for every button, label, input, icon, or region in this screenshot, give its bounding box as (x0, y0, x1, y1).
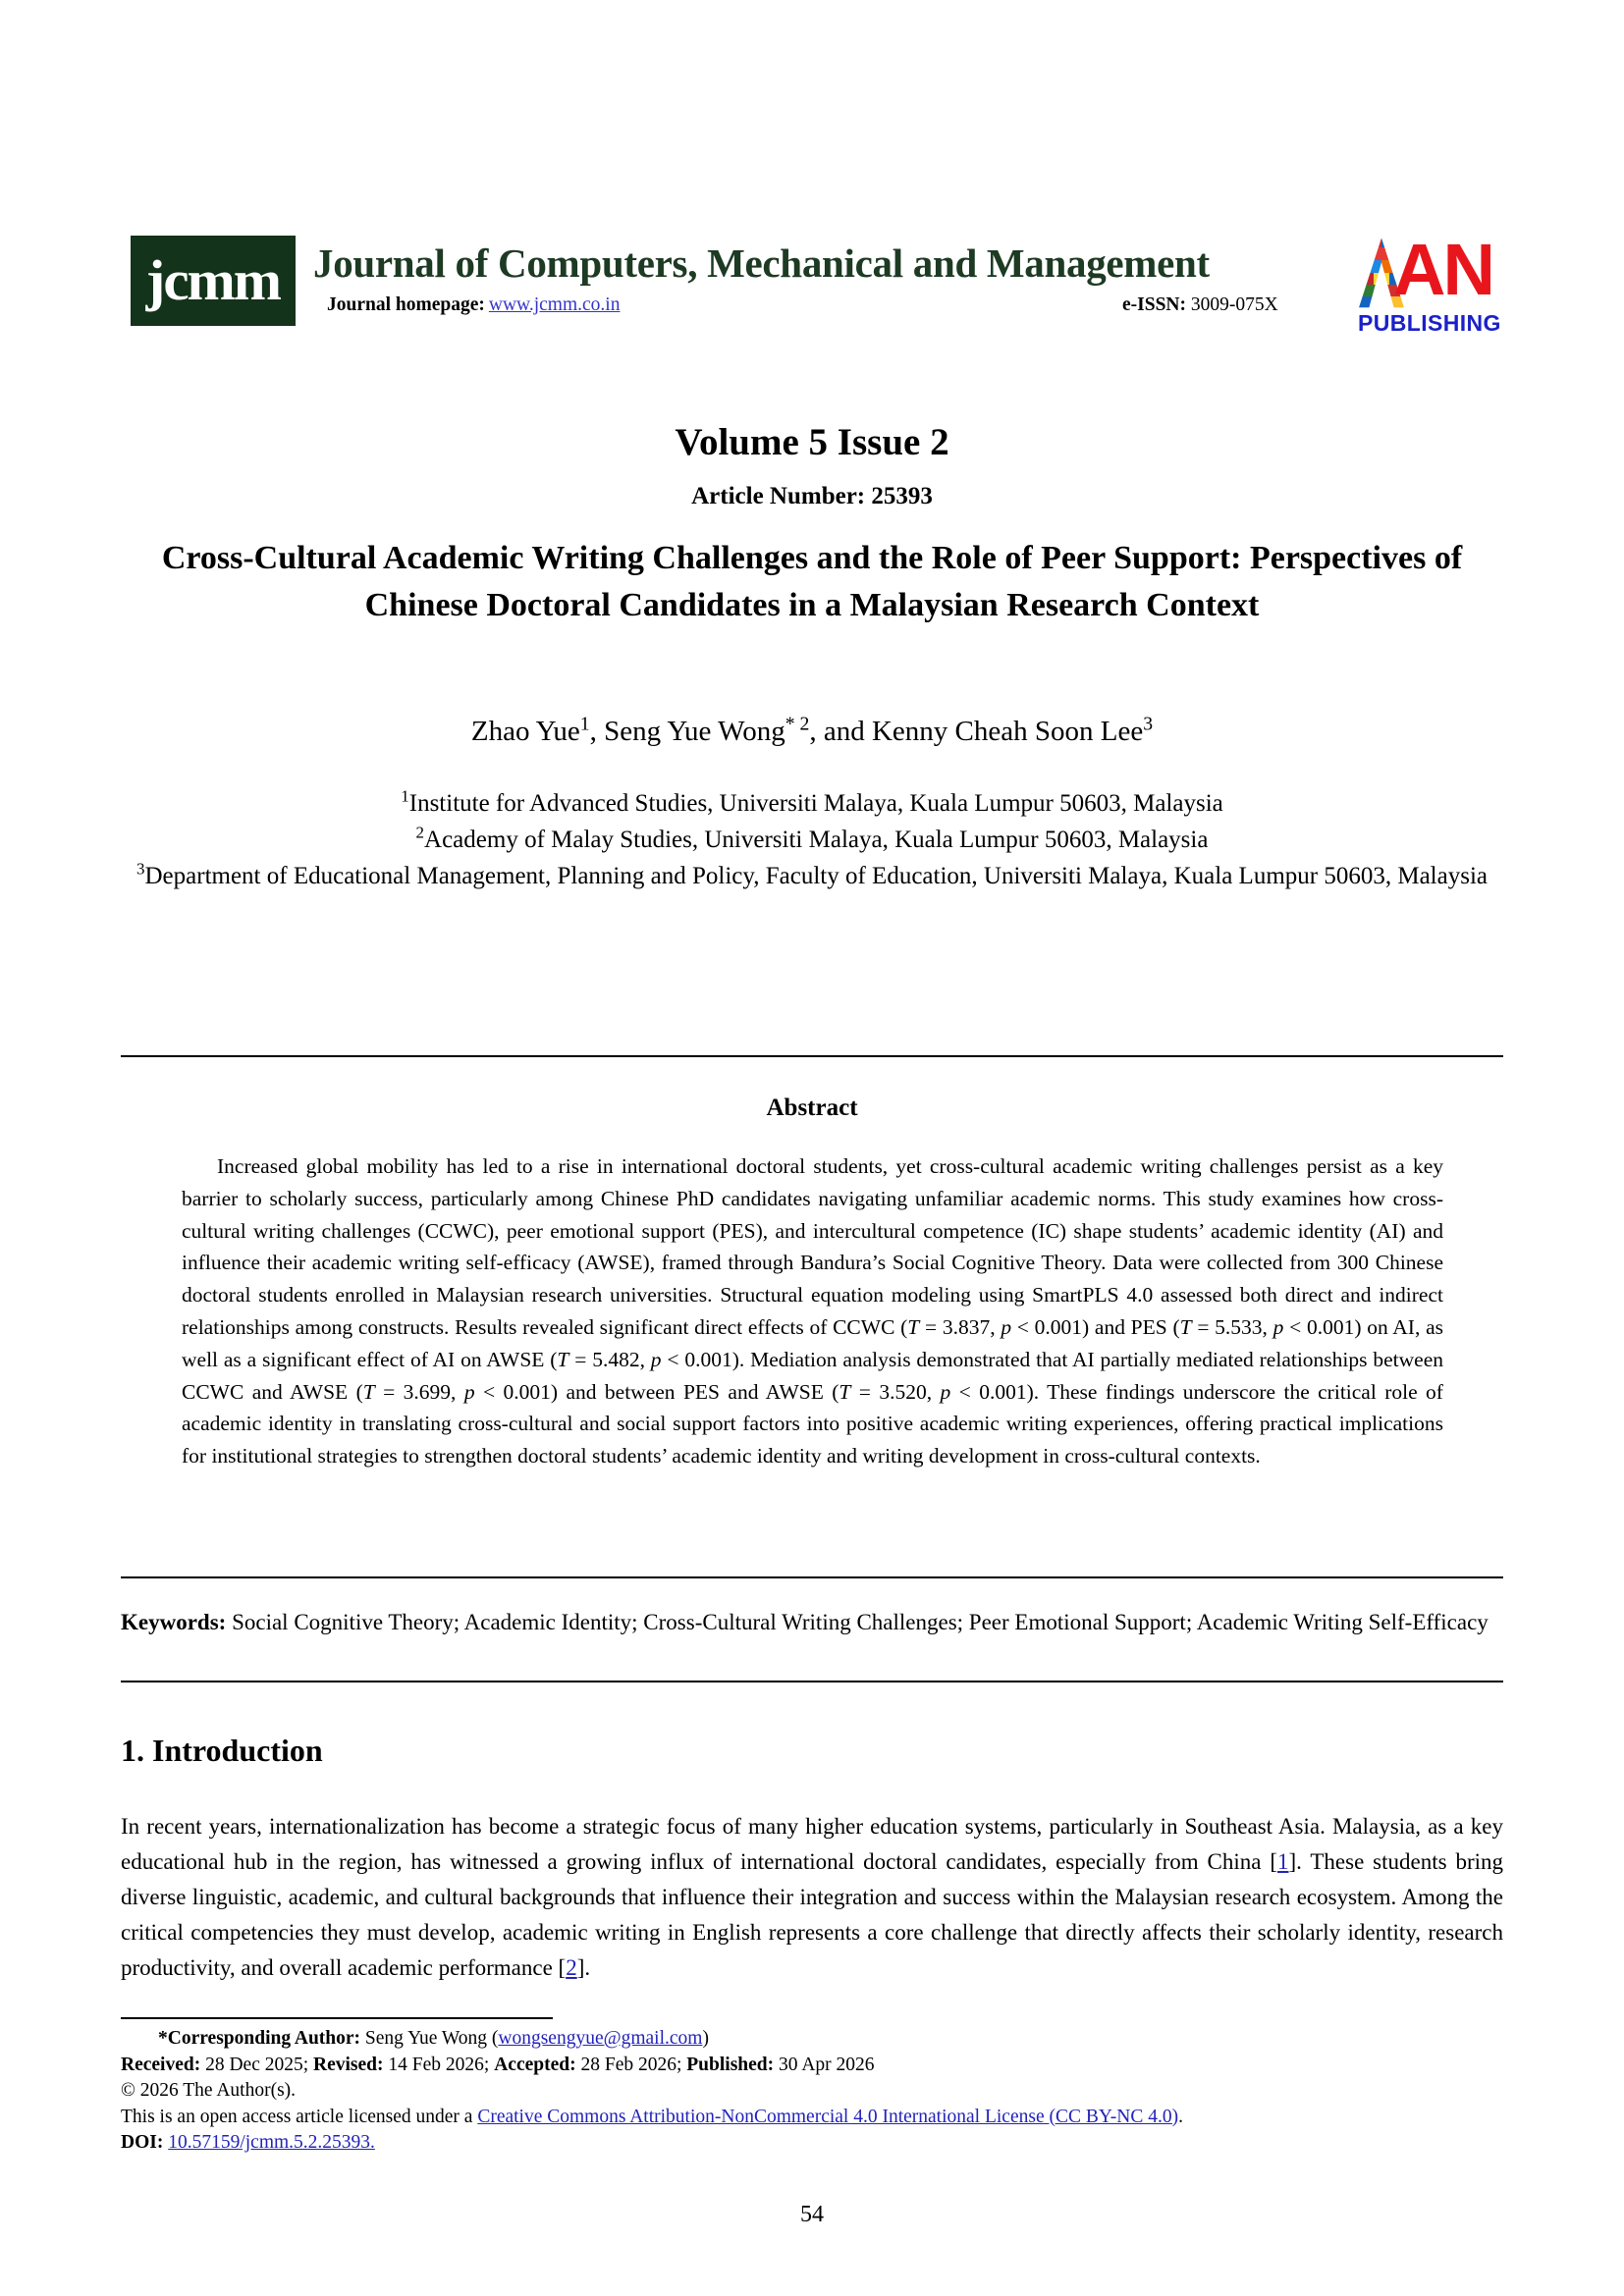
copyright-line: © 2026 The Author(s). (121, 2080, 297, 2101)
published-label: Published: (686, 2054, 775, 2075)
aan-publishing-text: PUBLISHING (1358, 310, 1501, 336)
accepted-date: 28 Feb 2026; (580, 2054, 682, 2075)
license-suffix: . (1178, 2106, 1183, 2127)
license-line (121, 2105, 1503, 2131)
doi-label: DOI: (121, 2132, 164, 2153)
keywords-label: Keywords: (121, 1610, 227, 1634)
page-title: Cross-Cultural Academic Writing Challenges and the Role of Peer Support: Perspectives of Chinese Doctoral Candidates in a Malaysian Research Context (161, 540, 1463, 623)
jcmm-logo-text: jcmm (145, 248, 281, 312)
homepage-label: Journal homepage: (327, 294, 485, 315)
published-date: 30 Apr 2026 (779, 2054, 875, 2075)
doi-link[interactable]: 10.57159/jcmm.5.2.25393. (168, 2132, 375, 2153)
journal-homepage (327, 294, 620, 316)
keywords-bottom-rule (121, 1681, 1503, 1682)
eissn-label: e-ISSN: (1122, 294, 1187, 315)
accepted-label: Accepted: (494, 2054, 576, 2075)
eissn-value: 3009-075X (1190, 294, 1278, 315)
received-date: 28 Dec 2025; (205, 2054, 309, 2075)
intro-text-part3: ]. (576, 1955, 591, 1980)
intro-text-part1: In recent years, internationalization has become a strategic focus of many higher education systems, particularly in Southeast Asia. Malaysia, as a key educational hub in the region, has witnessed a growing influx of international doctoral candidates, especially from China [ (121, 1814, 1503, 1874)
abstract-top-rule (121, 1055, 1503, 1057)
journal-masthead (131, 229, 1501, 344)
abstract-heading: Abstract (766, 1095, 858, 1121)
abstract-text: Increased global mobility has led to a rise in international doctoral students, yet cross-cultural academic writing challenges persist as a key barrier to scholarly success, particularly among Chinese PhD candidates navigating unfamiliar academic norms. This study examines how cross-cultural writing challenges (CCWC), peer emotional support (PES), and intercultural competence (IC) shape students’ academic identity (AI) and influence their academic writing self-efficacy (AWSE), framed through Bandura’s Social Cognitive Theory. Data were collected from 300 Chinese doctoral students enrolled in Malaysian research universities. Structural equation modeling using SmartPLS 4.0 assessed both direct and indirect relationships among constructs. Results revealed significant direct effects of CCWC (T = 3.837, p < 0.001) and PES (T = 5.533, p < 0.001) on AI, as well as a significant effect of AI on AWSE (T = 5.482, p < 0.001). Mediation analysis demonstrated that AI partially mediated relationships between CCWC and AWSE (T = 3.699, p < 0.001) and between PES and AWSE (T = 3.520, p < 0.001). These findings underscore the critical role of academic identity in translating cross-cultural and social support factors into positive academic writing experiences, offering practical implications for institutional strategies to strengthen doctoral students’ academic identity and writing development in cross-cultural contexts. (182, 1154, 1443, 1468)
received-label: Received: (121, 2054, 201, 2075)
aan-an-text: AN (1393, 229, 1492, 310)
introduction-paragraph (121, 1809, 1503, 1986)
eissn (1122, 294, 1278, 316)
volume-issue: Volume 5 Issue 2 (675, 421, 949, 463)
intro-text-part2: ]. These students bring diverse linguistic, academic, and cultural backgrounds that influence their integration and success within the Malaysian research ecosystem. Among the critical competencies they must develop, academic writing in English represents a core challenge that directly affects their scholarly identity, research productivity, and overall academic performance [ (121, 1849, 1503, 1980)
revised-date: 14 Feb 2026; (388, 2054, 490, 2075)
license-link[interactable]: Creative Commons Attribution-NonCommercial 4.0 International License (CC BY-NC 4.0) (477, 2106, 1179, 2127)
corresponding-author-name: Seng Yue Wong (364, 2028, 488, 2049)
corresponding-author-label: *Corresponding Author: (158, 2028, 361, 2049)
journal-title: Journal of Computers, Mechanical and Management (313, 240, 1210, 286)
page-number: 54 (800, 2202, 824, 2227)
affiliation-item: $^3$Department of Educational Management, Planning and Policy, Faculty of Education, Universiti Malaya, Kuala Lumpur 50603, Malaysia (136, 859, 1488, 889)
affiliation-item: $^2$Academy of Malay Studies, Universiti Malaya, Kuala Lumpur 50603, Malaysia (415, 823, 1209, 853)
affiliation-item: $^1$Institute for Advanced Studies, Universiti Malaya, Kuala Lumpur 50603, Malaysia (401, 786, 1223, 817)
citation-link-2[interactable]: 2 (566, 1955, 577, 1980)
aan-publishing-logo (1356, 229, 1501, 344)
jcmm-logo (131, 236, 296, 326)
license-prefix: This is an open access article licensed under a (121, 2106, 478, 2127)
footnote-rule (121, 2017, 553, 2019)
keywords-text: Social Cognitive Theory; Academic Identity; Cross-Cultural Writing Challenges; Peer Emotional Support; Academic Writing Self-Efficacy (232, 1610, 1489, 1634)
homepage-link[interactable]: www.jcmm.co.in (488, 294, 621, 315)
footnote-block (121, 2026, 1503, 2157)
keywords (121, 1606, 1503, 1639)
article-number: Article Number: 25393 (691, 483, 933, 509)
section-heading-introduction: 1. Introduction (121, 1733, 323, 1768)
abstract-bottom-rule (121, 1576, 1503, 1578)
affiliation-list (128, 785, 1496, 894)
doi-line (121, 2130, 1503, 2157)
author-list: Zhao Yue$^1$, Seng Yue Wong$^{* 2}$, and Kenny Cheah Soon Lee$^3$ (470, 713, 1154, 747)
corresponding-author-email[interactable]: wongsengyue@gmail.com (498, 2028, 703, 2049)
revised-label: Revised: (313, 2054, 384, 2075)
corresponding-author-line: *Corresponding Author: Seng Yue Wong (wongsengyue@gmail.com) (158, 2028, 709, 2049)
citation-link-1[interactable]: 1 (1277, 1849, 1289, 1874)
dates-line (121, 2053, 1503, 2079)
aan-letters (1356, 229, 1495, 310)
